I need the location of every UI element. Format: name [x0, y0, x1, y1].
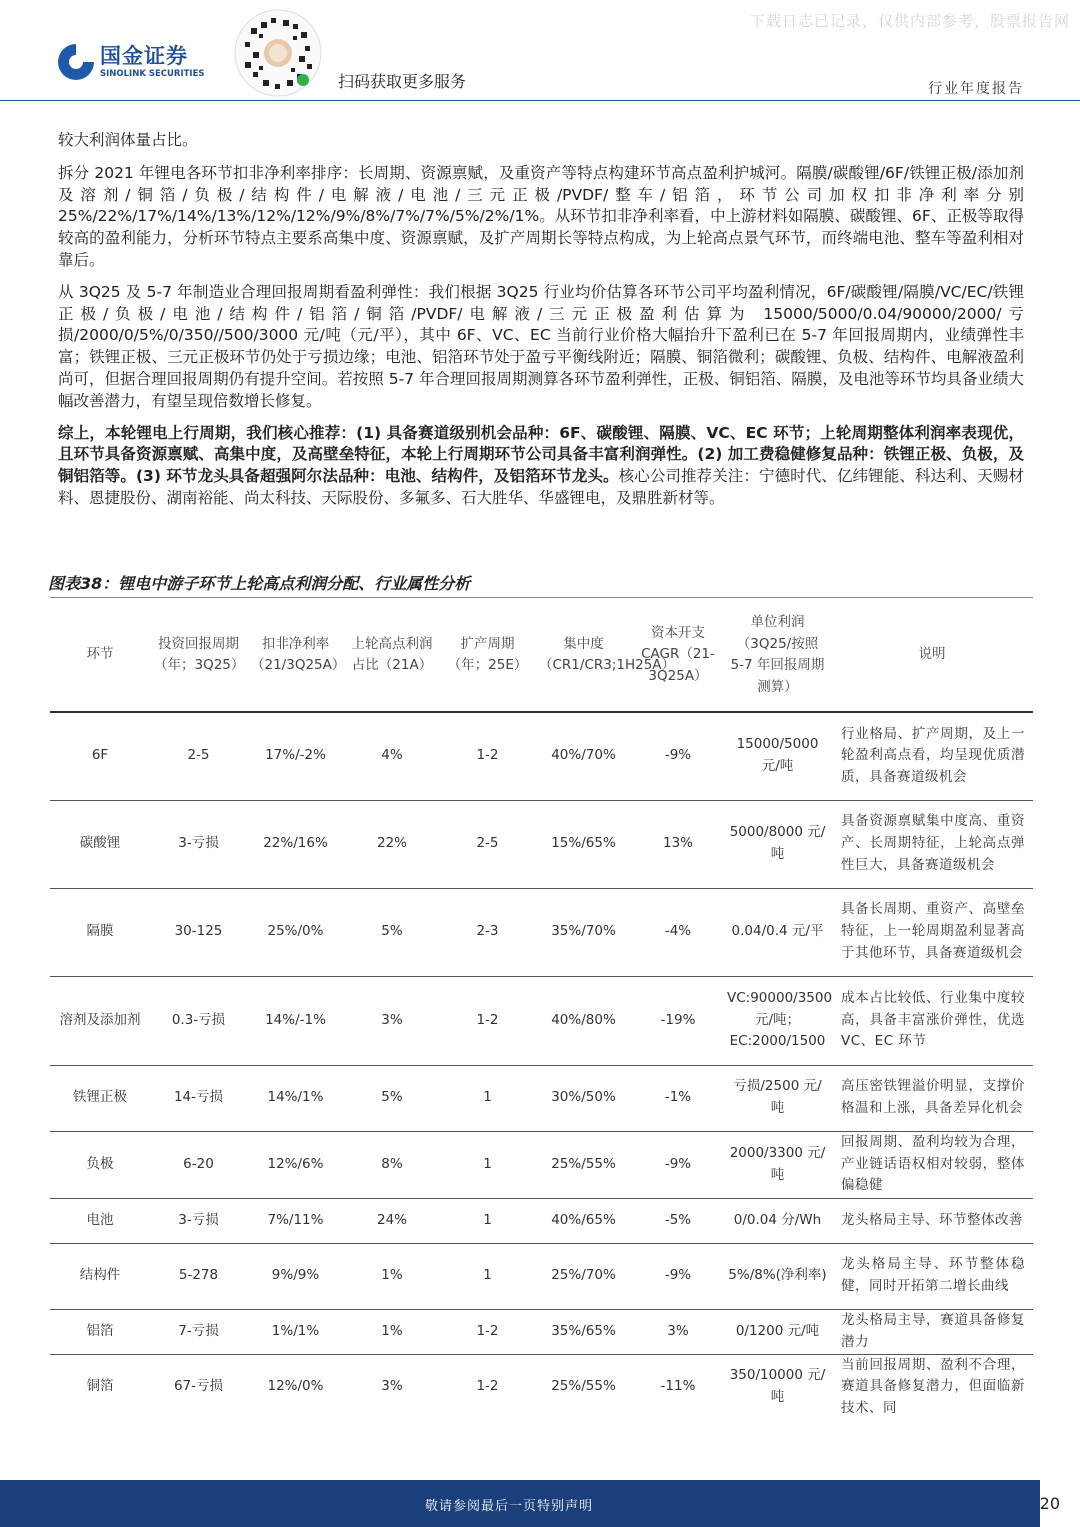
cell-note: 龙头格局主导、环节整体稳健，同时开拓第二增长曲线 [831, 1243, 1033, 1309]
cell-share: 1% [344, 1243, 440, 1309]
cell-unit-profit: 5000/8000 元/吨 [724, 800, 831, 888]
cell-share: 24% [344, 1198, 440, 1243]
figure-title: 图表38：锂电中游子环节上轮高点利润分配、行业属性分析 [48, 574, 471, 593]
cell-unit-profit: 5%/8%(净利率) [724, 1243, 831, 1309]
cell-segment: 隔膜 [50, 888, 150, 976]
cell-note: 具备长周期、重资产、高壁垒特征，上一轮周期盈利显著高于其他环节，具备赛道级机会 [831, 888, 1033, 976]
cell-margin: 25%/0% [247, 888, 344, 976]
cell-margin: 14%/-1% [247, 976, 344, 1065]
logo-name-cn: 国金证券 [100, 43, 188, 68]
cell-payback: 5-278 [150, 1243, 247, 1309]
cell-expand: 1-2 [440, 976, 535, 1065]
cell-margin: 14%/1% [247, 1065, 344, 1131]
cell-expand: 1 [440, 1065, 535, 1131]
watermark-text: 下载日志已记录，仅供内部参考，股票报告网 [749, 12, 1070, 30]
cell-capex: -5% [632, 1198, 724, 1243]
cell-segment: 结构件 [50, 1243, 150, 1309]
summary-normal: 核心公司推荐关注：宁德时代、亿纬锂能、科达利、天赐材料、恩捷股份、湖南裕能、尚太科技、天际股份、多氟多、石大胜华、华盛锂电，及鼎胜新材等。 [58, 467, 1024, 507]
cell-payback: 14-亏损 [150, 1065, 247, 1131]
cell-note: 具备资源禀赋集中度高、重资产、长周期特征，上轮高点弹性巨大，具备赛道级机会 [831, 800, 1033, 888]
cell-capex: 3% [632, 1309, 724, 1354]
cell-concentration: 40%/80% [535, 976, 632, 1065]
table-row [50, 888, 1033, 976]
cell-capex: -19% [632, 976, 724, 1065]
cell-expand: 1-2 [440, 1309, 535, 1354]
cell-payback: 3-亏损 [150, 1198, 247, 1243]
column-header: 说明 [831, 599, 1033, 712]
cell-note: 当前回报周期、盈利不合理，赛道具备修复潜力，但面临新技术、同 [841, 1356, 1025, 1417]
logo-icon [58, 44, 94, 80]
cell-share: 8% [344, 1131, 440, 1198]
table-row [50, 1354, 1033, 1420]
cell-unit-profit: 亏损/2500 元/吨 [724, 1065, 831, 1131]
column-header: 资本开支CAGR（21-3Q25A） [632, 599, 724, 712]
table-row [50, 976, 1033, 1065]
cell-payback: 3-亏损 [150, 800, 247, 888]
cell-expand: 1-2 [440, 712, 535, 800]
cell-payback: 30-125 [150, 888, 247, 976]
cell-margin: 12%/6% [247, 1131, 344, 1198]
table-row [50, 800, 1033, 888]
cell-margin: 9%/9% [247, 1243, 344, 1309]
cell-capex: -1% [632, 1065, 724, 1131]
cell-note: 成本占比较低、行业集中度较高，具备丰富涨价弹性，优选 VC、EC 环节 [831, 976, 1033, 1065]
paragraph: 拆分 2021 年锂电各环节扣非净利率排序：长周期、资源禀赋，及重资产等特点构建环节高点盈利护城河。隔膜/碳酸锂/6F/铁锂正极/添加剂及溶剂/铜箔/负极/结构件/电解液/电池/三元正极/PVDF/整车/铝箔，环节公司加权扣非净利率分别 25%/22%/17%/14%/13%/12%/12%/9%/8%/7%/7%/5%/2%/1%。从环节扣非净利率看，中上游材料如隔膜、碳酸锂、6F、正极等取得较高的盈利能力，分析环节特点主要系高集中度、资源禀赋，及扩产周期长等特点构成，为上轮高点景气环节，而终端电池、整车等盈利相对靠后。 [58, 163, 1024, 269]
cell-concentration: 30%/50% [535, 1065, 632, 1131]
cell-margin: 17%/-2% [247, 712, 344, 800]
cell-expand: 2-3 [440, 888, 535, 976]
cell-unit-profit: 0.04/0.4 元/平 [724, 888, 831, 976]
cell-margin: 1%/1% [247, 1309, 344, 1354]
qr-label: 扫码获取更多服务 [338, 72, 467, 91]
cell-expand: 2-5 [440, 800, 535, 888]
cell-segment: 6F [50, 712, 150, 800]
table-row [50, 1065, 1033, 1131]
table-row [50, 1309, 1033, 1354]
qr-code-icon[interactable] [233, 8, 323, 98]
figure-divider [50, 597, 1033, 598]
cell-expand: 1 [440, 1131, 535, 1198]
cell-capex: -9% [632, 1243, 724, 1309]
paragraph: 较大利润体量占比。 [58, 131, 198, 149]
cell-note: 回报周期、盈利均较为合理，产业链话语权相对较弱，整体偏稳健 [831, 1131, 1033, 1198]
cell-payback: 6-20 [150, 1131, 247, 1198]
page-number: 20 [1039, 1494, 1060, 1513]
cell-share: 1% [344, 1309, 440, 1354]
cell-unit-profit: 350/10000 元/吨 [729, 1367, 826, 1406]
cell-payback: 67-亏损 [173, 1378, 224, 1395]
logo-name-en: SINOLINK SECURITIES [100, 68, 205, 79]
cell-segment: 铝箔 [50, 1309, 150, 1354]
cell-unit-profit: 0/0.04 分/Wh [724, 1198, 831, 1243]
table-row [50, 1131, 1033, 1198]
company-logo [58, 44, 205, 80]
cell-share: 4% [344, 712, 440, 800]
cell-unit-profit: VC:90000/3500 元/吨；EC:2000/1500 [724, 976, 831, 1065]
cell-concentration: 15%/65% [535, 800, 632, 888]
cell-margin: 22%/16% [247, 800, 344, 888]
table-header-row [50, 599, 1033, 712]
cell-capex: -9% [632, 712, 724, 800]
table-row [50, 712, 1033, 800]
cell-note: 龙头格局主导，赛道具备修复潜力 [831, 1309, 1033, 1354]
cell-capex: -11% [660, 1378, 696, 1395]
cell-share: 3% [381, 1378, 403, 1395]
cell-segment: 负极 [50, 1131, 150, 1198]
cell-capex: -4% [632, 888, 724, 976]
cell-segment: 碳酸锂 [50, 800, 150, 888]
column-header: 扩产周期（年；25E） [440, 599, 535, 712]
cell-unit-profit: 0/1200 元/吨 [724, 1309, 831, 1354]
cell-payback: 0.3-亏损 [150, 976, 247, 1065]
column-header: 扣非净利率（21/3Q25A） [247, 599, 344, 712]
column-header: 单位利润（3Q25/按照 5-7 年回报周期测算） [724, 599, 831, 712]
paragraph-summary [58, 423, 1024, 510]
analysis-table [50, 599, 1033, 1420]
cell-expand: 1 [440, 1243, 535, 1309]
cell-share: 22% [344, 800, 440, 888]
cell-expand: 1-2 [476, 1378, 499, 1395]
cell-share: 3% [344, 976, 440, 1065]
paragraph: 从 3Q25 及 5-7 年制造业合理回报周期看盈利弹性：我们根据 3Q25 行业均价估算各环节公司平均盈利情况，6F/碳酸锂/隔膜/VC/EC/铁锂正极/负极/电池/结构件/铝箔/铜箔/PVDF/电解液/三元正极盈利估算为 15000/5000/0.04/90000/2000/亏损/2000/0/5%/0/350//500/3000 元/吨（元/平），其中 6F、VC、EC 当前行业价格大幅抬升下盈利已在 5-7 年回报周期内，业绩弹性丰富；铁锂正极、三元正极环节仍处于亏损边缘；电池、铝箔环节处于盈亏平衡线附近；隔膜、铜箔微利；碳酸锂、负极、结构件、电解液盈利尚可，但据合理回报周期仍有提升空间。若按照 5-7 年合理回报周期测算各环节盈利弹性，正极、铜铝箔、隔膜，及电池等环节均具备业绩大幅改善潜力，有望呈现倍数增长修复。 [58, 282, 1024, 410]
cell-concentration: 25%/55% [551, 1378, 616, 1395]
cell-capex: 13% [632, 800, 724, 888]
cell-unit-profit: 15000/5000 元/吨 [724, 712, 831, 800]
cell-share: 5% [344, 1065, 440, 1131]
cell-segment: 铁锂正极 [50, 1065, 150, 1131]
cell-margin: 7%/11% [247, 1198, 344, 1243]
cell-note: 行业格局、扩产周期，及上一轮盈利高点看，均呈现优质潜质，具备赛道级机会 [831, 712, 1033, 800]
summary-bold: 综上，本轮锂电上行周期，我们核心推荐：(1) 具备赛道级别机会品种：6F、碳酸锂、隔膜、VC、EC 环节；上轮周期整体利润率表现优，且环节具备资源禀赋、高集中度，及高壁垒特征，本轮上行周期环节公司具备丰富利润弹性。(2) 加工费稳健修复品种：铁锂正极、负极，及铜铝箔等。(3) 环节龙头具备超强阿尔法品种：电池、结构件，及铝箔环节龙头。 [58, 423, 1024, 486]
column-header: 集中度（CR1/CR3;1H25A） [535, 599, 632, 712]
cell-concentration: 25%/70% [535, 1243, 632, 1309]
table-row [50, 1243, 1033, 1309]
cell-segment: 溶剂及添加剂 [50, 976, 150, 1065]
cell-capex: -9% [632, 1131, 724, 1198]
cell-segment: 电池 [50, 1198, 150, 1243]
cell-expand: 1 [440, 1198, 535, 1243]
cell-concentration: 35%/70% [535, 888, 632, 976]
cell-concentration: 25%/55% [535, 1131, 632, 1198]
table-row [50, 1198, 1033, 1243]
report-type: 行业年度报告 [928, 81, 1024, 97]
column-header: 上轮高点利润占比（21A） [344, 599, 440, 712]
column-header: 投资回报周期（年；3Q25） [150, 599, 247, 712]
cell-concentration: 40%/70% [535, 712, 632, 800]
body-text [58, 130, 1024, 520]
column-header: 环节 [50, 599, 150, 712]
cell-margin: 12%/0% [267, 1378, 324, 1395]
footer-disclaimer[interactable]: 敬请参阅最后一页特别声明 [425, 1499, 594, 1514]
cell-payback: 7-亏损 [150, 1309, 247, 1354]
cell-concentration: 35%/65% [535, 1309, 632, 1354]
cell-share: 5% [344, 888, 440, 976]
cell-unit-profit: 2000/3300 元/吨 [724, 1131, 831, 1198]
header-divider [0, 100, 1080, 101]
cell-note: 高压密铁锂溢价明显，支撑价格温和上涨，具备差异化机会 [831, 1065, 1033, 1131]
cell-note: 龙头格局主导、环节整体改善 [831, 1198, 1033, 1243]
cell-payback: 2-5 [150, 712, 247, 800]
cell-concentration: 40%/65% [535, 1198, 632, 1243]
cell-segment: 铜箔 [86, 1378, 114, 1395]
